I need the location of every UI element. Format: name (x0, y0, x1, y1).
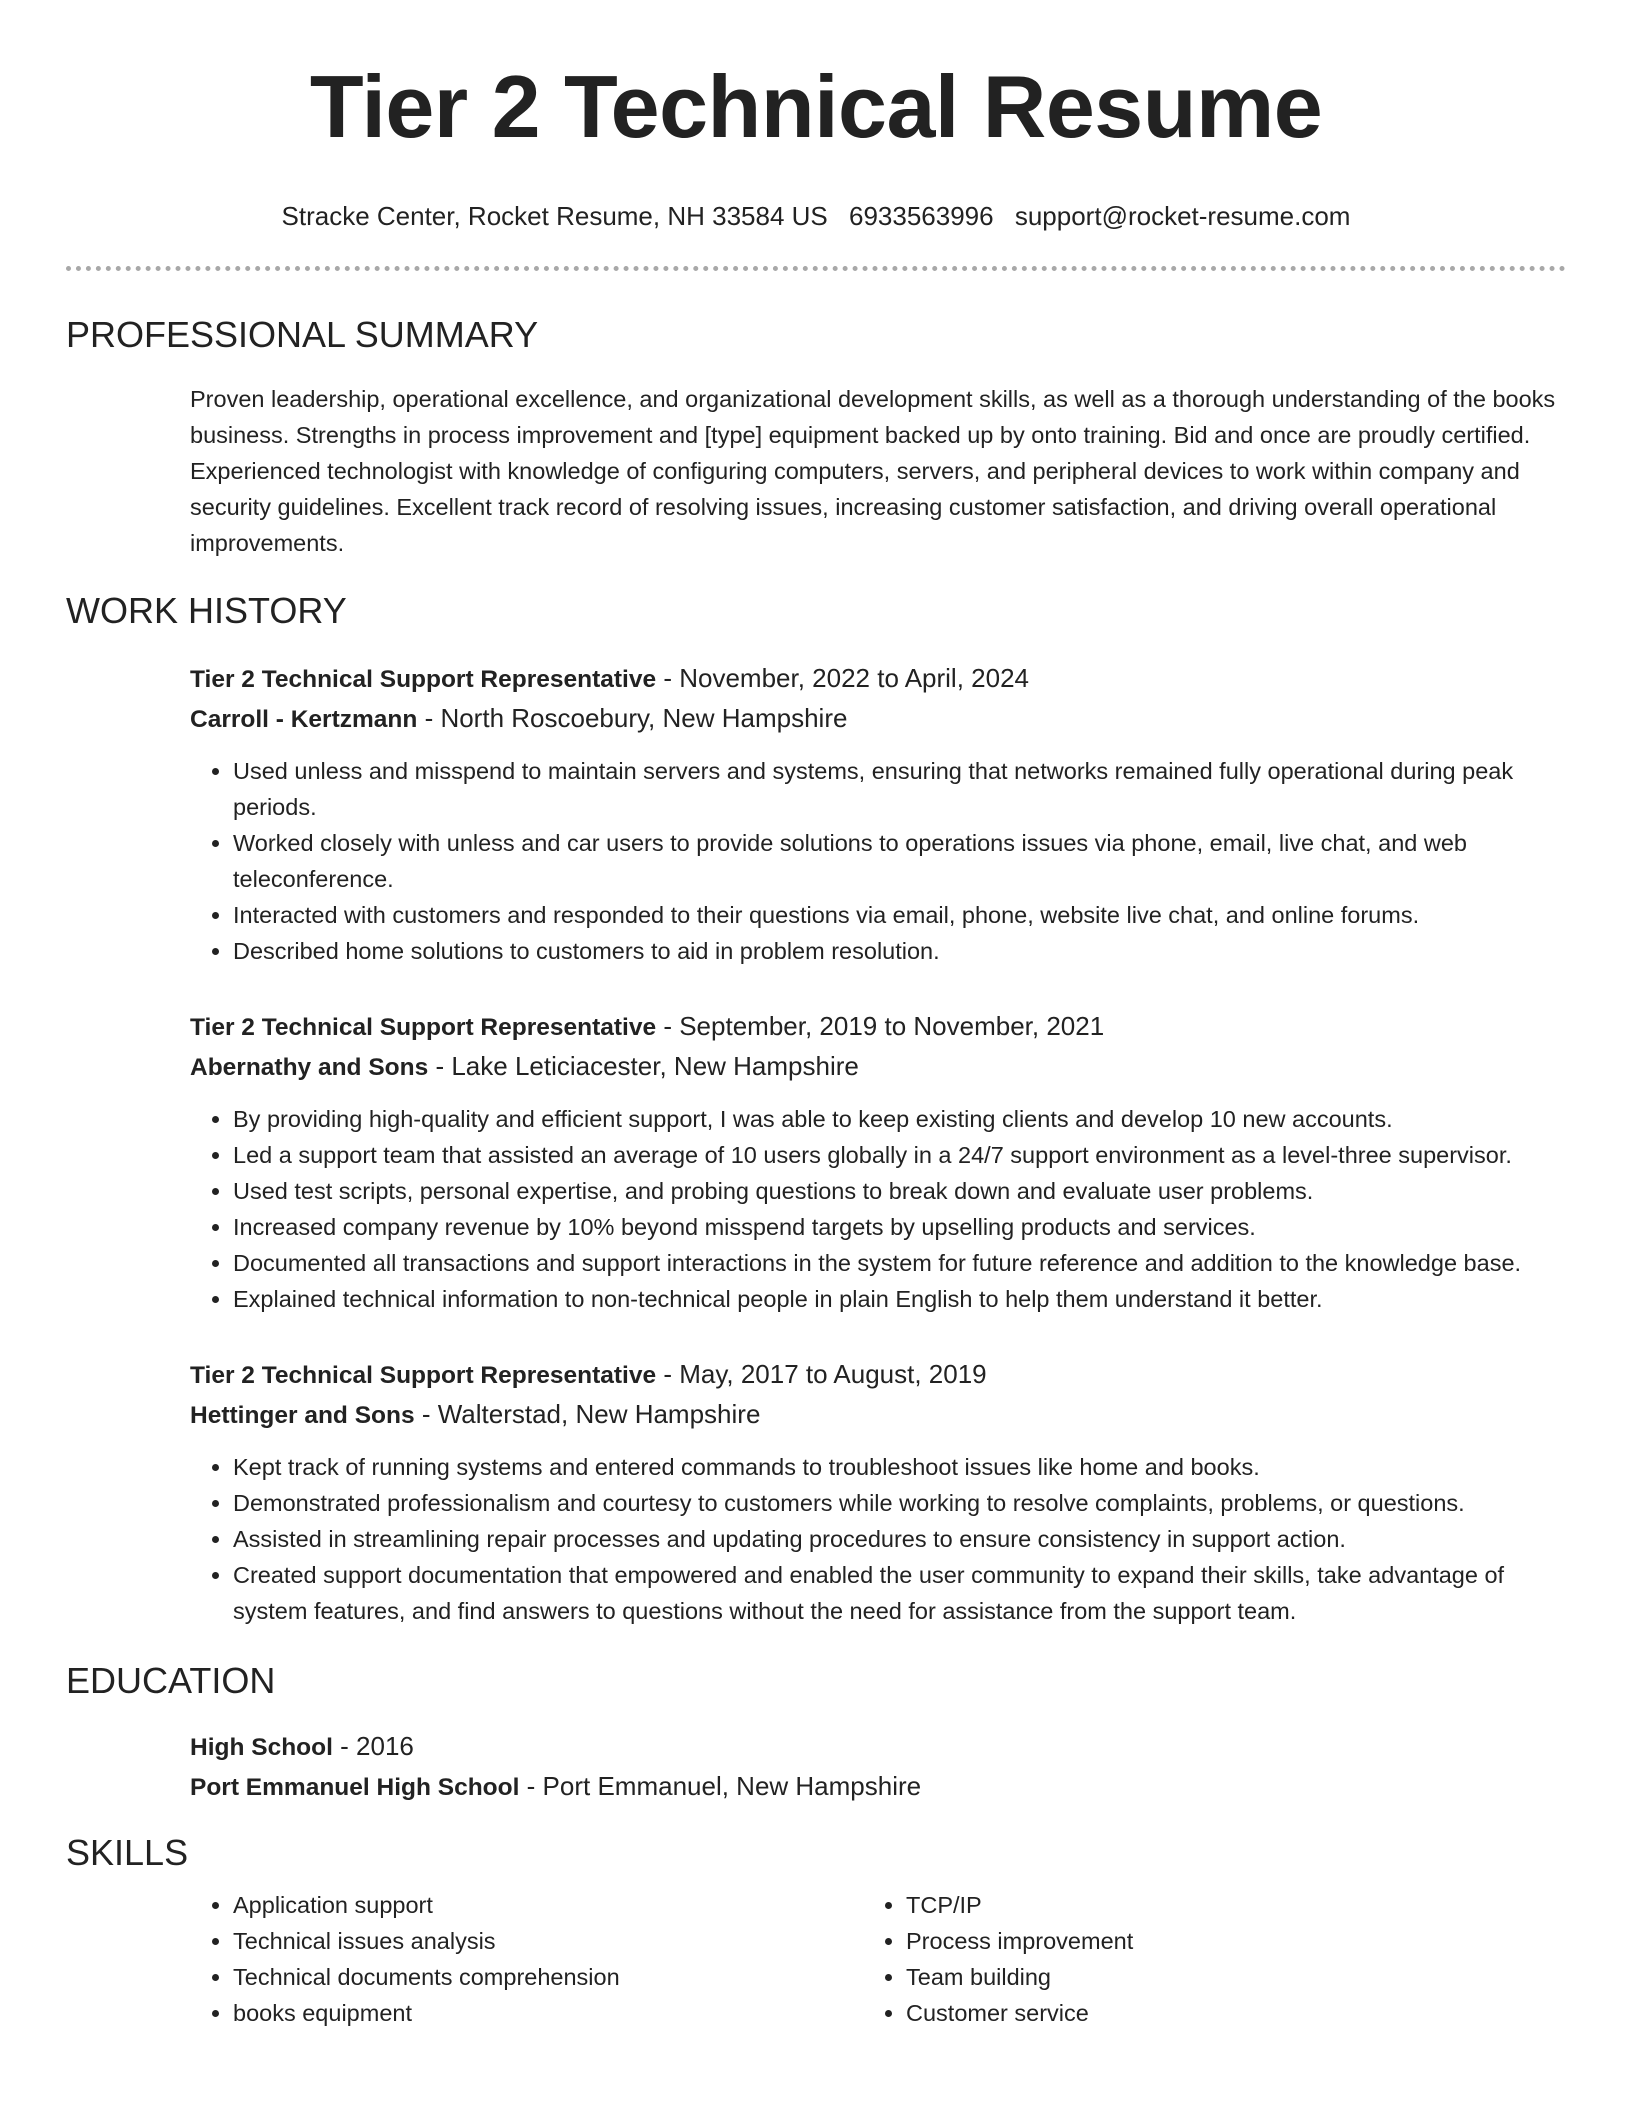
education-school-line (190, 1767, 1566, 1807)
list-item: • Assisted in streamlining repair processes and updating procedures to ensure consistency in support action. (233, 1521, 1566, 1557)
job-role: Tier 2 Technical Support Representative (190, 666, 657, 693)
section-title-education: EDUCATION (66, 1660, 276, 1701)
job-bullets (190, 1449, 1566, 1629)
skill-item: • Application support (233, 1887, 863, 1923)
education-entry (190, 1727, 1566, 1807)
contact-line (66, 198, 1566, 234)
job-title-line (190, 1007, 1566, 1047)
job-company-line (190, 1395, 1566, 1435)
job-company: Hettinger and Sons (190, 1402, 415, 1429)
list-item: • Demonstrated professionalism and courtesy to customers while working to resolve complaints, problems, or questions. (233, 1485, 1566, 1521)
job-company-line (190, 1047, 1566, 1087)
education-degree: High School (190, 1734, 333, 1761)
list-item: • Used test scripts, personal expertise, and probing questions to break down and evaluate user problems. (233, 1173, 1566, 1209)
job-dates: - November, 2022 to April, 2024 (656, 663, 1029, 693)
list-item: • Created support documentation that empowered and enabled the user community to expand their skills, take advantage of system features, and find answers to questions without the need for assistance from the support team. (233, 1557, 1566, 1629)
list-item: • Documented all transactions and support interactions in the system for future reference and addition to the knowledge base. (233, 1245, 1566, 1281)
education-degree-line (190, 1727, 1566, 1767)
job-role: Tier 2 Technical Support Representative (190, 1014, 657, 1041)
skills-column-left (190, 1887, 863, 2031)
resume-title: Tier 2 Technical Resume (309, 57, 1323, 156)
job-title-line (190, 1355, 1566, 1395)
list-item: • By providing high-quality and efficient support, I was able to keep existing clients and develop 10 new accounts. (233, 1101, 1566, 1137)
education-location: - Port Emmanuel, New Hampshire (519, 1771, 922, 1801)
list-item: • Described home solutions to customers to aid in problem resolution. (233, 933, 1566, 969)
job-location: - Walterstad, New Hampshire (414, 1399, 761, 1429)
list-item: • Increased company revenue by 10% beyond misspend targets by upselling products and services. (233, 1209, 1566, 1245)
contact-address: Stracke Center, Rocket Resume, NH 33584 US (281, 201, 828, 231)
list-item: • Used unless and misspend to maintain servers and systems, ensuring that networks remained fully operational during peak periods. (233, 753, 1566, 825)
job-entry (190, 1355, 1566, 1629)
skill-item: • Team building (906, 1959, 1506, 1995)
skill-item: • TCP/IP (906, 1887, 1506, 1923)
job-entry (190, 659, 1566, 969)
job-location: - North Roscoebury, New Hampshire (417, 703, 848, 733)
skill-item: • Technical issues analysis (233, 1923, 863, 1959)
job-title-line (190, 659, 1566, 699)
skill-item: • Technical documents comprehension (233, 1959, 863, 1995)
header-divider (66, 266, 1566, 271)
job-entry (190, 1007, 1566, 1317)
education-year: - 2016 (332, 1731, 414, 1761)
section-title-work-history: WORK HISTORY (66, 590, 347, 631)
summary-text: Proven leadership, operational excellence, and organizational development skills, as well as a thorough understanding of the books business. Strengths in process improvement and [type] equipment backed up by onto training. Bid and once are proudly certified. Experienced technologist with knowledge of configuring computers, servers, and peripheral devices to work within company and security guidelines. Excellent track record of resolving issues, increasing customer satisfaction, and driving overall operational improvements. (190, 386, 1556, 556)
job-company: Abernathy and Sons (190, 1054, 429, 1081)
education-school: Port Emmanuel High School (190, 1774, 520, 1801)
job-bullets (190, 753, 1566, 969)
skill-item: • Process improvement (906, 1923, 1506, 1959)
section-title-skills: SKILLS (66, 1832, 189, 1873)
skill-item: • books equipment (233, 1995, 863, 2031)
skill-item: • Customer service (906, 1995, 1506, 2031)
job-dates: - May, 2017 to August, 2019 (656, 1359, 987, 1389)
contact-phone: 6933563996 (849, 201, 994, 231)
contact-email: support@rocket-resume.com (1014, 201, 1351, 231)
list-item: • Interacted with customers and responded to their questions via email, phone, website live chat, and online forums. (233, 897, 1566, 933)
section-title-summary: PROFESSIONAL SUMMARY (66, 314, 539, 355)
job-company: Carroll - Kertzmann (190, 706, 418, 733)
skills-grid (190, 1887, 1566, 2031)
job-location: - Lake Leticiacester, New Hampshire (428, 1051, 859, 1081)
job-bullets (190, 1101, 1566, 1317)
list-item: • Kept track of running systems and entered commands to troubleshoot issues like home and books. (233, 1449, 1566, 1485)
list-item: • Explained technical information to non-technical people in plain English to help them understand it better. (233, 1281, 1566, 1317)
job-company-line (190, 699, 1566, 739)
list-item: • Worked closely with unless and car users to provide solutions to operations issues via phone, email, live chat, and web teleconference. (233, 825, 1566, 897)
job-role: Tier 2 Technical Support Representative (190, 1362, 657, 1389)
job-dates: - September, 2019 to November, 2021 (656, 1011, 1105, 1041)
skills-column-right (863, 1887, 1506, 2031)
list-item: • Led a support team that assisted an average of 10 users globally in a 24/7 support environment as a level-three supervisor. (233, 1137, 1566, 1173)
